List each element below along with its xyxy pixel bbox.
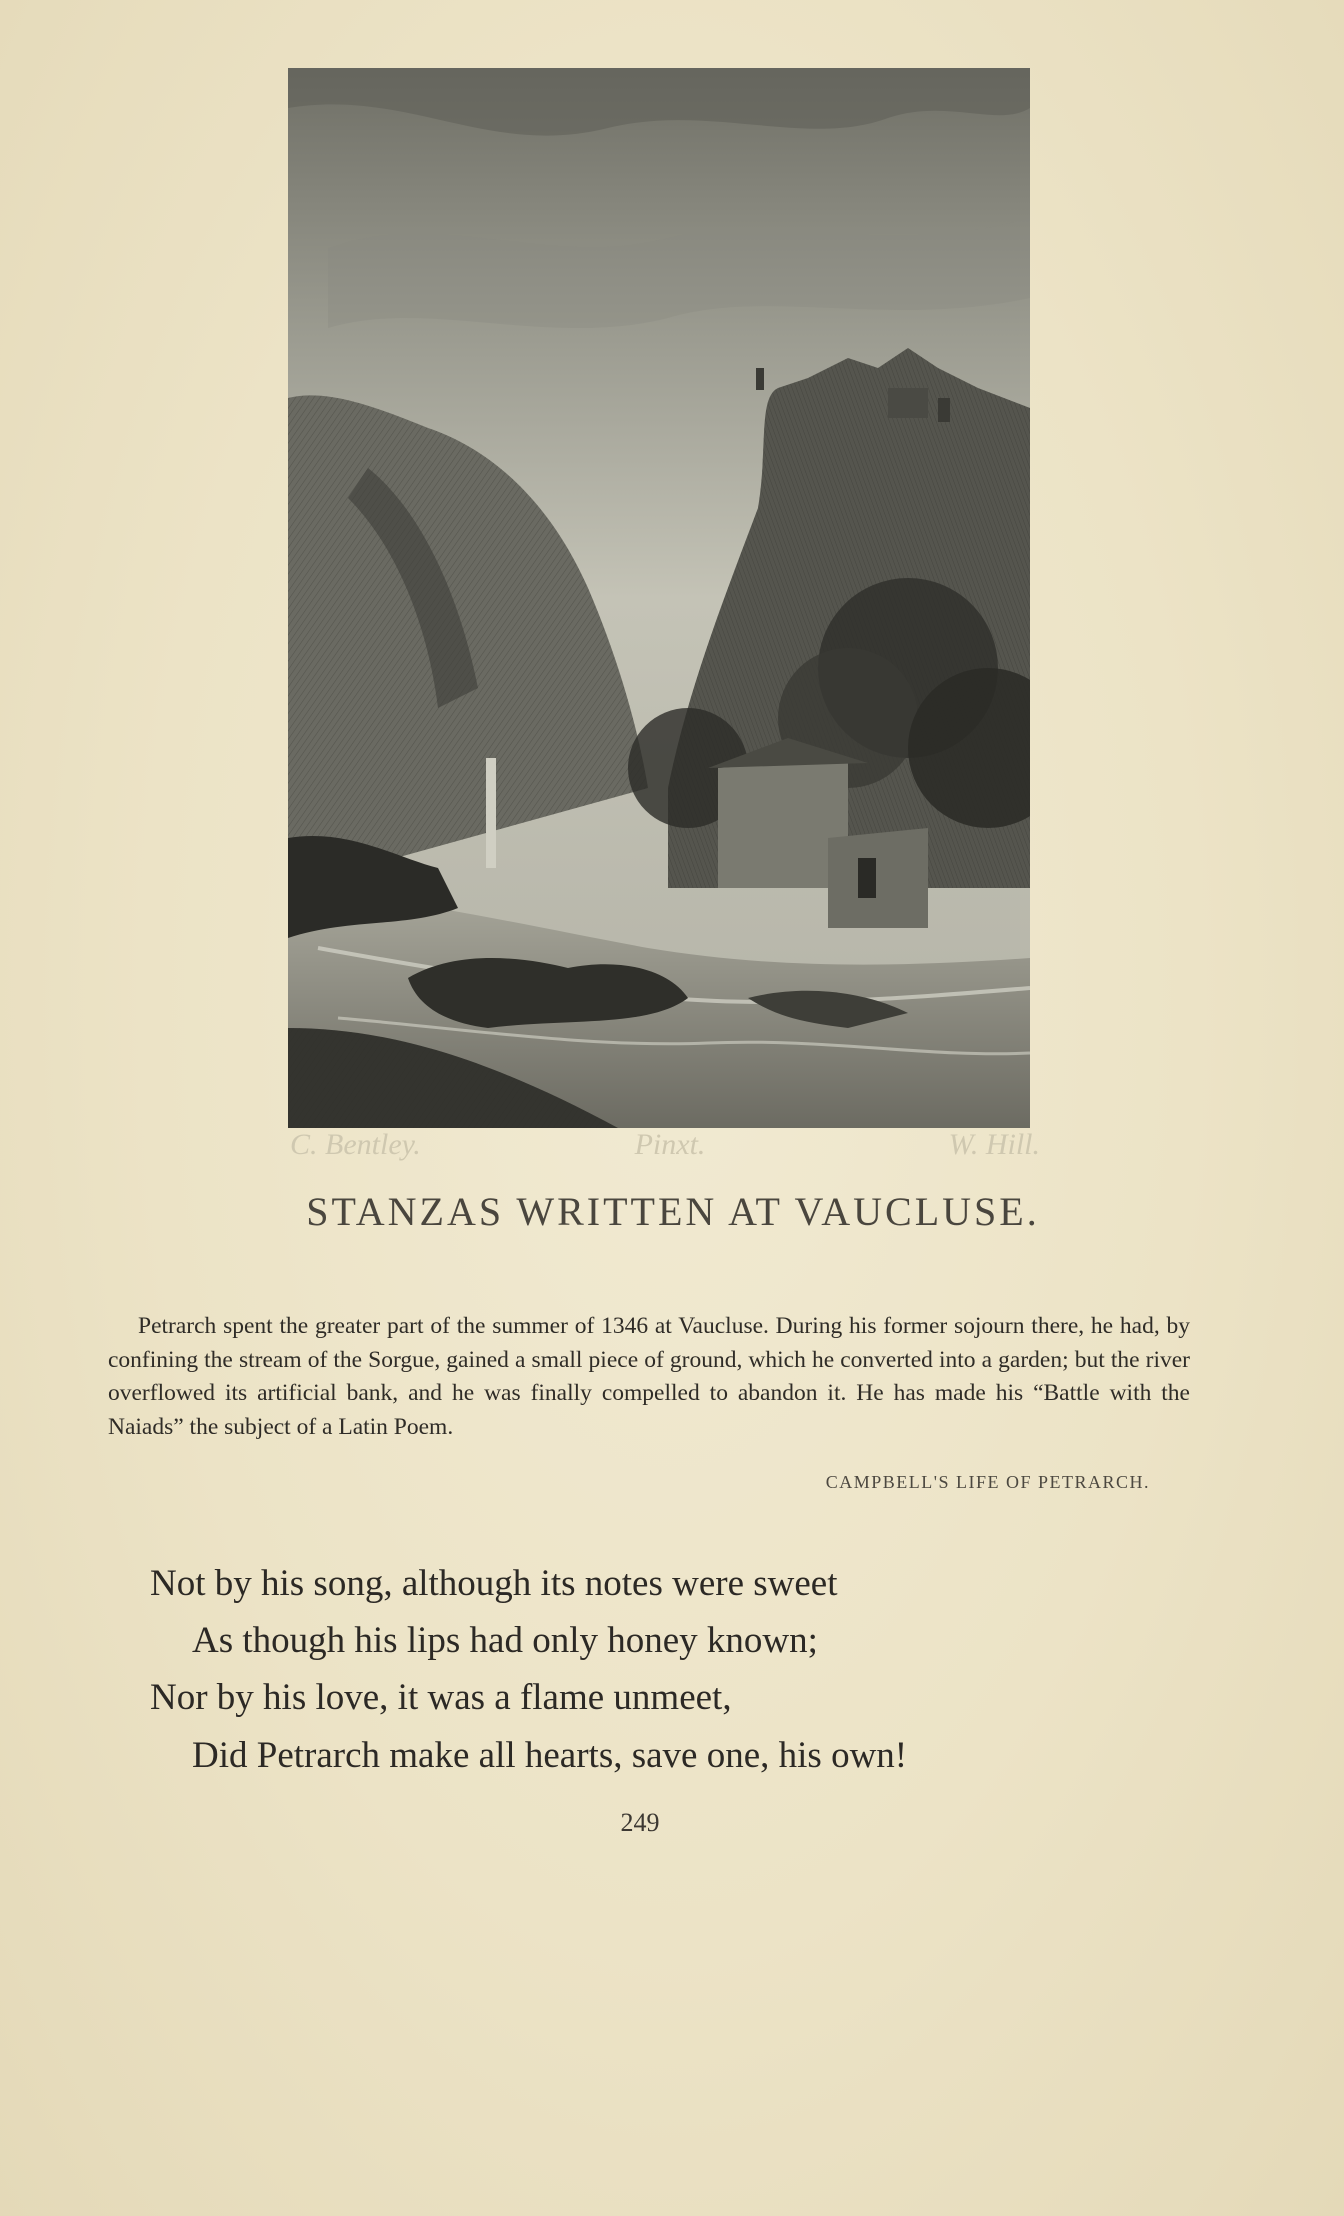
credit-center: Pinxt. xyxy=(634,1128,706,1161)
engraving-image xyxy=(288,68,1030,1128)
page-number: 249 xyxy=(620,1808,660,1837)
poem-line: Did Petrarch make all hearts, save one, his own! xyxy=(192,1735,908,1776)
poem-line: Not by his song, although its notes were sweet xyxy=(150,1563,838,1604)
source-citation: CAMPBELL'S LIFE OF PETRARCH. xyxy=(825,1472,1150,1492)
engraving-vaucluse xyxy=(288,68,1030,1128)
credit-engraver: W. Hill. xyxy=(948,1128,1040,1161)
poem-line: Nor by his love, it was a flame unmeet, xyxy=(150,1677,732,1718)
poem-line: As though his lips had only honey known; xyxy=(192,1620,818,1661)
poem-title: STANZAS WRITTEN AT VAUCLUSE. xyxy=(306,1189,1040,1234)
intro-paragraph: Petrarch spent the greater part of the summer of 1346 at Vaucluse. During his former sojourn there, he had, by confining the stream of the Sorgue, gained a small piece of ground, which he converted into a garden; but the river overflowed its artificial bank, and he was finally compelled to abandon it. He has made his “Battle with the Naiads” the subject of a Latin Poem. xyxy=(108,1313,1190,1440)
credit-painter: C. Bentley. xyxy=(290,1128,421,1161)
